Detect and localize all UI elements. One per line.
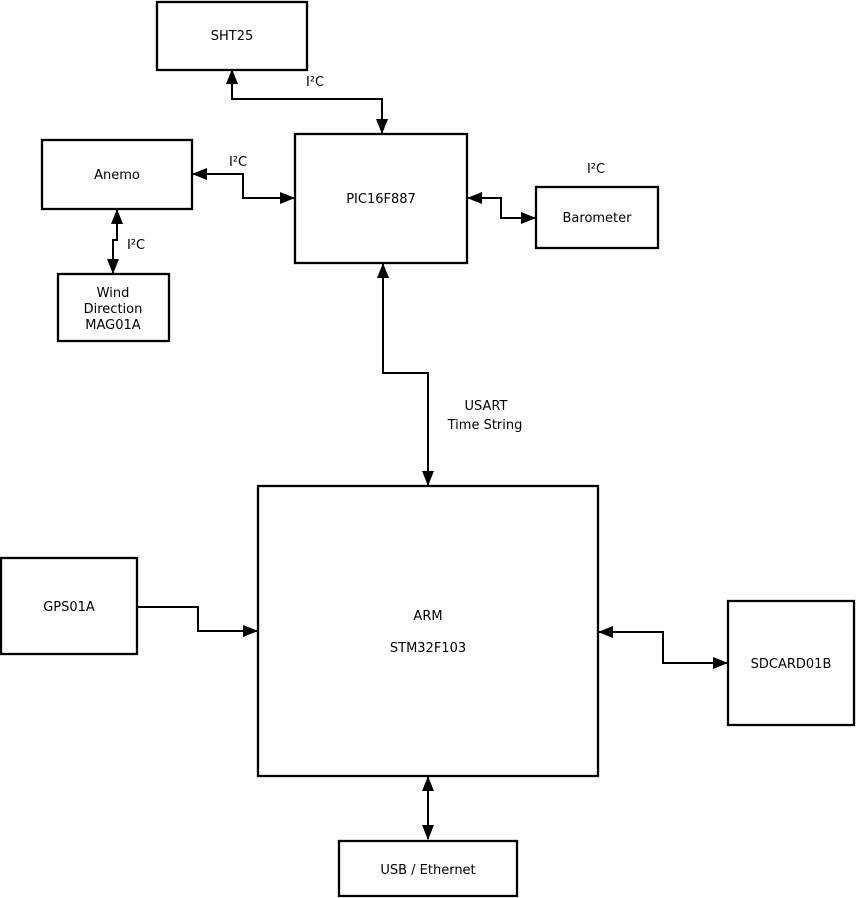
wind-direction-label-line2: Direction [83, 302, 143, 317]
edge-arm-sdcard [599, 632, 727, 663]
arm-label-line2: STM32F103 [389, 641, 467, 656]
arm-label-line1: ARM [413, 609, 443, 624]
barometer-label: Barometer [562, 211, 632, 226]
i2c-label-barometer: I²C [586, 162, 606, 177]
i2c-label-anemo: I²C [228, 155, 248, 170]
pic16f887-label: PIC16F887 [346, 192, 416, 207]
edge-gps-arm [137, 607, 257, 631]
usart-label: USART [464, 399, 508, 414]
i2c-label-sht25: I²C [305, 75, 325, 90]
wind-direction-label-line3: MAG01A [85, 318, 141, 333]
anemo-label: Anemo [94, 168, 140, 183]
i2c-label-wind: I²C [126, 238, 146, 253]
usb-ethernet-label: USB / Ethernet [380, 863, 476, 878]
edge-anemo-wind [113, 210, 117, 273]
sht25-label: SHT25 [210, 29, 254, 44]
wind-direction-label-line1: Wind [96, 286, 130, 301]
gps01a-label: GPS01A [43, 600, 95, 615]
edge-pic-arm [383, 264, 428, 485]
time-string-label: Time String [447, 418, 523, 433]
sdcard01b-label: SDCARD01B [750, 657, 832, 672]
edge-pic-barometer [468, 198, 535, 218]
arm-box [258, 486, 598, 776]
edge-anemo-pic [193, 174, 294, 198]
